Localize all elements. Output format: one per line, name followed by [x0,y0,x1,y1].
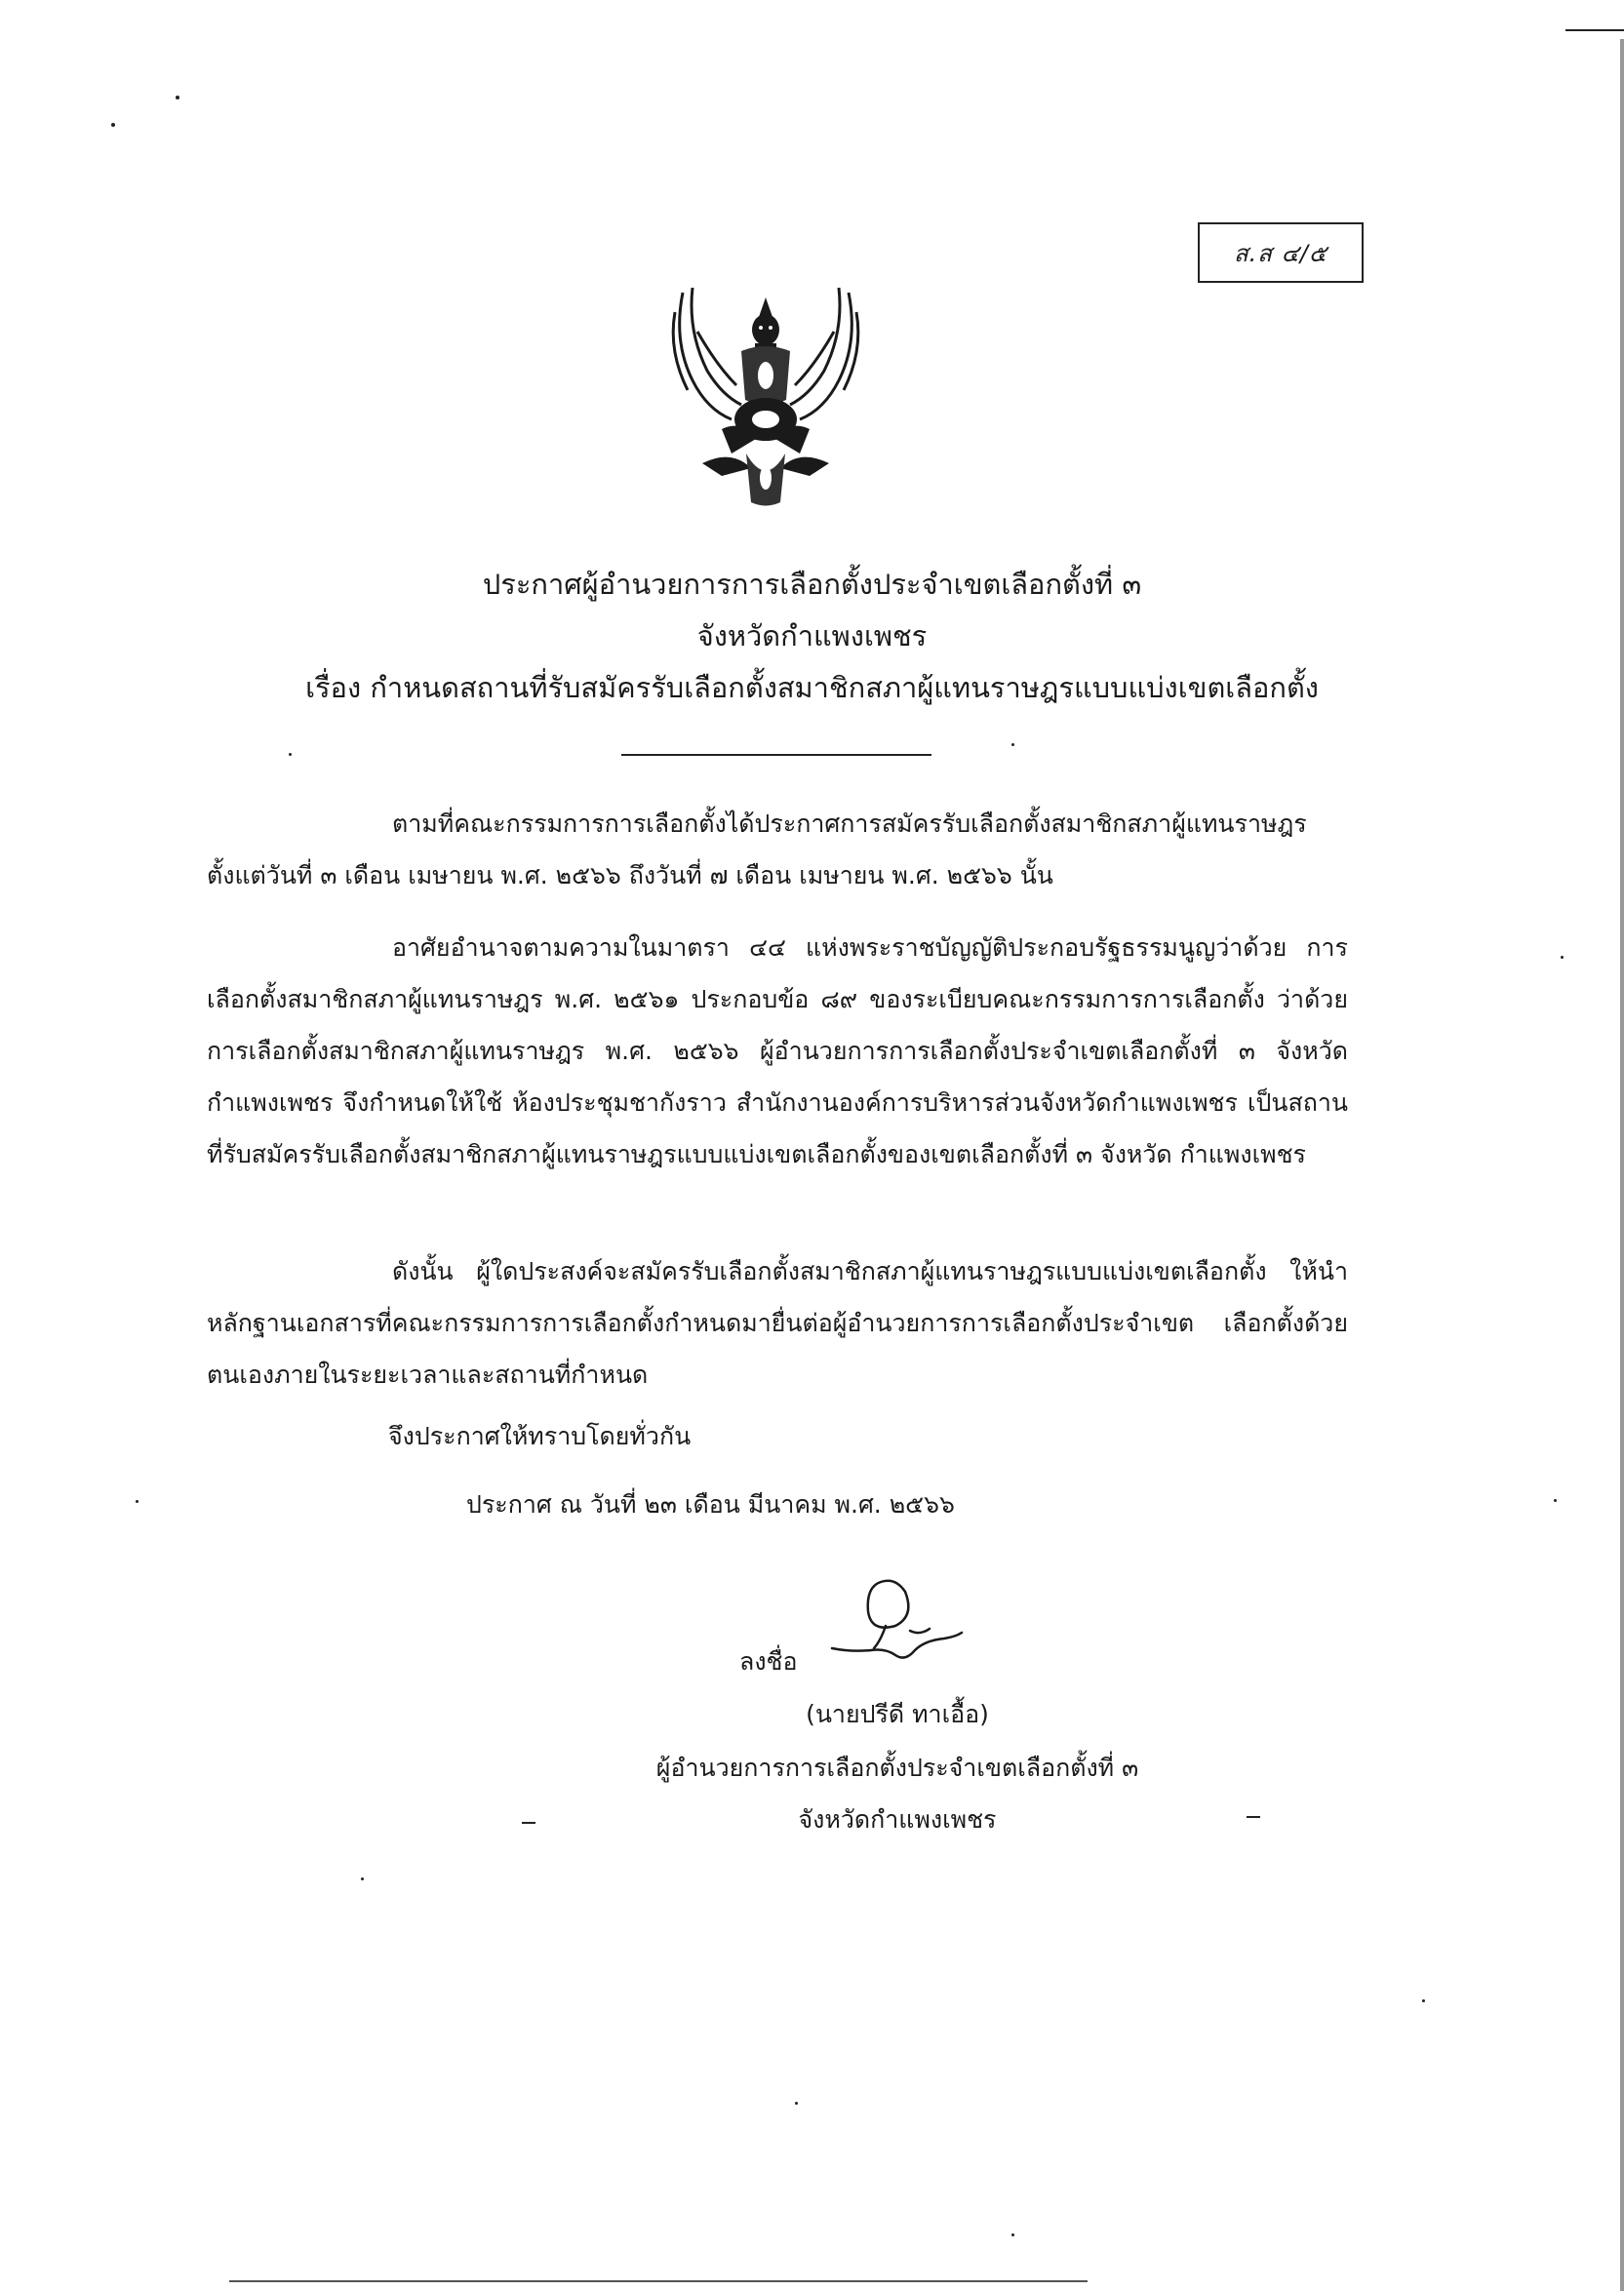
signer-name: (นายปรีดี ทาเอื้อ) [806,1700,989,1728]
document-title: ประกาศผู้อำนวยการการเลือกตั้งประจำเขตเลือกตั้งที่ ๓ [482,568,1142,601]
announcement-line: จึงประกาศให้ทราบโดยทั่วกัน [388,1422,692,1450]
scan-speck [1561,956,1564,959]
scan-speck [1422,1999,1425,2002]
scan-speck [136,1500,139,1503]
scan-bottom-line [229,2280,1088,2282]
body-paragraph-1: ตามที่คณะกรรมการการเลือกตั้งได้ประกาศการสมัครรับเลือกตั้งสมาชิกสภาผู้แทนราษฎร ตั้งแต่วันที่ ๓ เดือน เมษายน พ.ศ. ๒๕๖๖ ถึงวันที่ ๗ เดือน เมษายน พ.ศ. ๒๕๖๖ นั้น [207,810,1307,889]
form-code-box: ส.ส ๔/๕ [1198,222,1364,283]
date-line: ประกาศ ณ วันที่ ๒๓ เดือน มีนาคม พ.ศ. ๒๕๖๖ [466,1490,955,1519]
body-paragraph-3: ดังนั้น ผู้ใดประสงค์จะสมัครรับเลือกตั้งสมาชิกสภาผู้แทนราษฎรแบบแบ่งเขตเลือกตั้ง ให้นำหลักฐานเอกสารที่คณะกรรมการการเลือกตั้งกำหนดมายื่นต่อผู้อำนวยการการเลือกตั้งประจำเขต เลือกตั้งด้วยตนเองภายในระยะเวลาและสถานที่กำหนด [207,1257,1348,1389]
body-paragraph-2: อาศัยอำนาจตามความในมาตรา ๔๔ แห่งพระราชบัญญัติประกอบรัฐธรรมนูญว่าด้วย การเลือกตั้งสมาชิกสภาผู้แทนราษฎร พ.ศ. ๒๕๖๑ ประกอบข้อ ๘๙ ของระเบียบคณะกรรมการการเลือกตั้ง ว่าด้วยการเลือกตั้งสมาชิกสภาผู้แทนราษฎร พ.ศ. ๒๕๖๖ ผู้อำนวยการการเลือกตั้งประจำเขตเลือกตั้งที่ ๓ จังหวัดกำแพงเพชร จึงกำหนดให้ใช้ ห้องประชุมชากังราว สำนักงานองค์การบริหารส่วนจังหวัดกำแพงเพชร เป็นสถานที่รับสมัครรับเลือกตั้งสมาชิกสภาผู้แทนราษฎรแบบแบ่งเขตเลือกตั้งของเขตเลือกตั้งที่ ๓ จังหวัด กำแพงเพชร [207,933,1348,1168]
heading-divider [621,754,931,756]
scan-edge-line [1565,29,1624,31]
scan-speck [1011,2233,1014,2236]
scan-speck [795,2102,798,2105]
scan-speck [1011,743,1014,746]
scan-speck [1554,1499,1557,1502]
signer-province: จังหวัดกำแพงเพชร [798,1805,997,1834]
garuda-emblem-icon [663,283,868,512]
signer-title: ผู้อำนวยการการเลือกตั้งประจำเขตเลือกตั้งที่ ๓ [655,1754,1139,1782]
scan-edge-shadow [1620,39,1624,2291]
scan-speck [1247,1816,1260,1818]
scan-speck [289,753,292,756]
scan-speck [522,1822,535,1824]
scan-speck [176,96,179,99]
signature-label: ลงชื่อ [739,1647,798,1676]
document-subject: เรื่อง กำหนดสถานที่รับสมัครรับเลือกตั้งสมาชิกสภาผู้แทนราษฎรแบบแบ่งเขตเลือกตั้ง [305,671,1319,704]
handwritten-signature [827,1572,964,1675]
scan-speck [111,123,115,127]
document-province: จังหวัดกำแพงเพชร [696,619,928,652]
scan-speck [361,1877,364,1880]
